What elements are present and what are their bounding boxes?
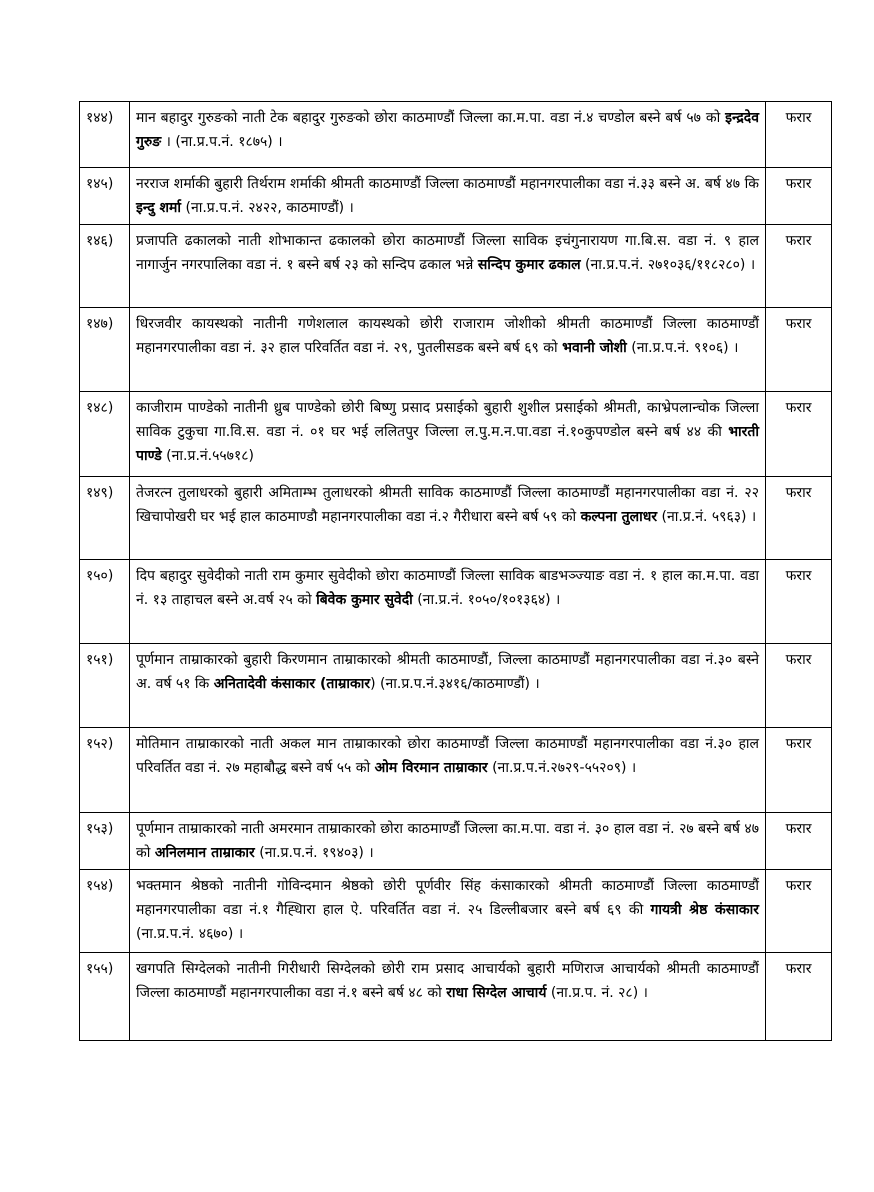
record-text: दिप बहादुर सुवेदीको नाती राम कुमार सुवेदीको छोरा काठमाण्डौं जिल्ला साविक बाडभञ्ज्याङ वडा नं. १ हाल का.म.पा. वडा नं. १३ ताहाचल बस्ने अ.वर्ष २५ को [136,568,759,608]
record-status: फरार [766,728,832,813]
table-row [80,168,832,225]
record-number: १४४) [80,102,130,168]
record-number: १४५) [80,168,130,225]
record-number: १४७) [80,308,130,392]
records-table-body [80,102,832,1041]
record-status: फरार [766,644,832,728]
records-table [79,101,832,1041]
record-name: अनितादेवी कंसाकार (ताम्राकार [213,676,371,692]
record-description [130,168,766,225]
table-row [80,560,832,644]
table-row [80,392,832,477]
record-status: फरार [766,477,832,560]
record-name: भवानी जोशी [562,340,627,356]
record-status: फरार [766,870,832,953]
record-reference: (ना.प्र.नं.५५७१८) [161,448,254,464]
record-description [130,870,766,953]
table-row [80,813,832,870]
record-name: अनिलमान ताम्राकार [154,845,255,861]
record-text: मान बहादुर गुरुङको नाती टेक बहादुर गुरुङको छोरा काठमाण्डौं जिल्ला का.म.पा. वडा नं.४ चण्डोल बस्ने बर्ष ५७ को [136,110,726,126]
record-number: १५५) [80,953,130,1041]
record-reference: (ना.प्र.प.नं. ९१०६) । [626,340,739,356]
record-number: १५२) [80,728,130,813]
record-text: तेजरत्न तुलाधरको बुहारी अमिताम्भ तुलाधरको श्रीमती साविक काठमाण्डौं जिल्ला काठमाण्डौं महानगरपालीका वडा नं. २२ खिचापोखरी घर भई हाल काठमाण्डौ महानगरपालीका वडा नं.२ गैरीधारा बस्ने बर्ष ५९ को [136,485,759,525]
table-row [80,477,832,560]
record-description [130,477,766,560]
record-number: १५४) [80,870,130,953]
table-row [80,308,832,392]
record-name: ओम विरमान ताम्राकार [374,760,488,776]
record-number: १५३) [80,813,130,870]
record-status: फरार [766,813,832,870]
record-description [130,644,766,728]
record-text: नरराज शर्माकी बुहारी तिर्थराम शर्माकी श्रीमती काठमाण्डौं जिल्ला काठमाण्डौं महानगरपालीका वडा नं.३३ बस्ने अ. बर्ष ४७ कि [136,176,759,192]
table-row [80,644,832,728]
record-number: १४६) [80,225,130,308]
record-reference: (ना.प्र.प.नं. २४२२, काठमाण्डौं) । [181,200,354,216]
record-status: फरार [766,560,832,644]
record-status: फरार [766,308,832,392]
table-row [80,225,832,308]
record-status: फरार [766,953,832,1041]
record-number: १४९) [80,477,130,560]
record-reference: (ना.प्र.प.नं.२७२९-५५२०९) । [487,760,637,776]
record-name: सन्दिप कुमार ढकाल [477,257,581,273]
table-row [80,102,832,168]
record-reference: (ना.प्र.प.नं. ४६७०) । [136,926,244,942]
record-description [130,392,766,477]
record-status: फरार [766,225,832,308]
record-number: १४८) [80,392,130,477]
record-number: १५०) [80,560,130,644]
record-text: काजीराम पाण्डेको नातीनी ध्रुब पाण्डेको छोरी बिष्णु प्रसाद प्रसाईको बुहारी शुशील प्रसाईको श्रीमती, काभ्रेपलान्चोक जिल्ला साविक टुकुचा गा.वि.स. वडा नं. ०१ घर भई ललितपुर जिल्ला ल.पु.म.न.पा.वडा नं.१०कुपण्डोल बस्ने बर्ष ४४ की [136,400,759,440]
record-reference: (ना.प्र.प.नं. २७१०३६/११८२८०) । [580,257,756,273]
record-name: भारती पाण्डे [136,424,759,464]
record-name: कल्पना तुलाधर [580,509,658,525]
record-text: पूर्णमान ताम्राकारको नाती अमरमान ताम्राकारको छोरा काठमाण्डौं जिल्ला का.म.पा. वडा नं. ३० हाल वडा नं. २७ बस्ने बर्ष ४७ को [136,821,759,861]
record-text: भक्तमान श्रेष्ठको नातीनी गोविन्दमान श्रेष्ठको छोरी पूर्णवीर सिंह कंसाकारको श्रीमती काठमाण्डौं जिल्ला काठमाण्डौं महानगरपालीका वडा नं.१ गैह्धिारा हाल ऐ. परिवर्तित वडा नं. २५ डिल्लीबजार बस्ने बर्ष ६९ की [136,878,759,918]
record-reference: (ना.प्र.नं. ५९६३) । [657,509,757,525]
record-text: प्रजापति ढकालको नाती शोभाकान्त ढकालको छोरा काठमाण्डौं जिल्ला साविक इचंगुनारायण गा.बि.स. वडा नं. ९ हाल नागार्जुन नगरपालिका वडा नं. १ बस्ने बर्ष २३ को सन्दिप ढकाल भन्ने [136,233,759,273]
record-text: मोतिमान ताम्राकारको नाती अकल मान ताम्राकारको छोरा काठमाण्डौं जिल्ला काठमाण्डौं महानगरपालीका वडा नं.३० हाल परिवर्तित वडा नं. २७ महाबौद्ध बस्ने वर्ष ५५ को [136,736,759,776]
record-reference: (ना.प्र.प. नं. २८) । [546,985,648,1001]
record-text: खगपति सिग्देलको नातीनी गिरीधारी सिग्देलको छोरी राम प्रसाद आचार्यको बुहारी मणिराज आचार्यको श्रीमती काठमाण्डौं जिल्ला काठमाण्डौं महानगरपालीका वडा नं.१ बस्ने बर्ष ४८ को [136,961,759,1001]
record-status: फरार [766,392,832,477]
record-status: फरार [766,168,832,225]
record-description [130,560,766,644]
record-reference: (ना.प्र.नं. १०५०/१०१३६४) । [412,592,561,608]
table-row [80,953,832,1041]
record-reference: (ना.प्र.प.नं. १९४०३) । [254,845,374,861]
record-description [130,953,766,1041]
record-reference: ) (ना.प्र.प.नं.३४१६/काठमाण्डौं) । [370,676,540,692]
table-row [80,870,832,953]
record-description [130,225,766,308]
record-description [130,308,766,392]
record-name: बिवेक कुमार सुवेदी [316,592,413,608]
record-name: इन्दु शर्मा [136,200,182,216]
record-text: पूर्णमान ताम्राकारको बुहारी किरणमान ताम्राकारको श्रीमती काठमाण्डौं, जिल्ला काठमाण्डौं महानगरपालीका वडा नं.३० बस्ने अ. वर्ष ५१ कि [136,652,759,692]
record-text: धिरजवीर कायस्थको नातीनी गणेशलाल कायस्थको छोरी राजाराम जोशीको श्रीमती काठमाण्डौं जिल्ला काठमाण्डौं महानगरपालीका वडा नं. ३२ हाल परिवर्तित वडा नं. २९, पुतलीसडक बस्ने बर्ष ६९ को [136,316,759,356]
record-description [130,813,766,870]
record-reference: । (ना.प्र.प.नं. १८७५) । [161,134,283,150]
record-name: इन्द्रदेव गुरुङ [136,110,759,150]
record-status: फरार [766,102,832,168]
record-name: राधा सिग्देल आचार्य [446,985,547,1001]
record-name: गायत्री श्रेष्ठ कंसाकार [650,902,759,918]
record-description [130,728,766,813]
record-description [130,102,766,168]
table-row [80,728,832,813]
record-number: १५१) [80,644,130,728]
